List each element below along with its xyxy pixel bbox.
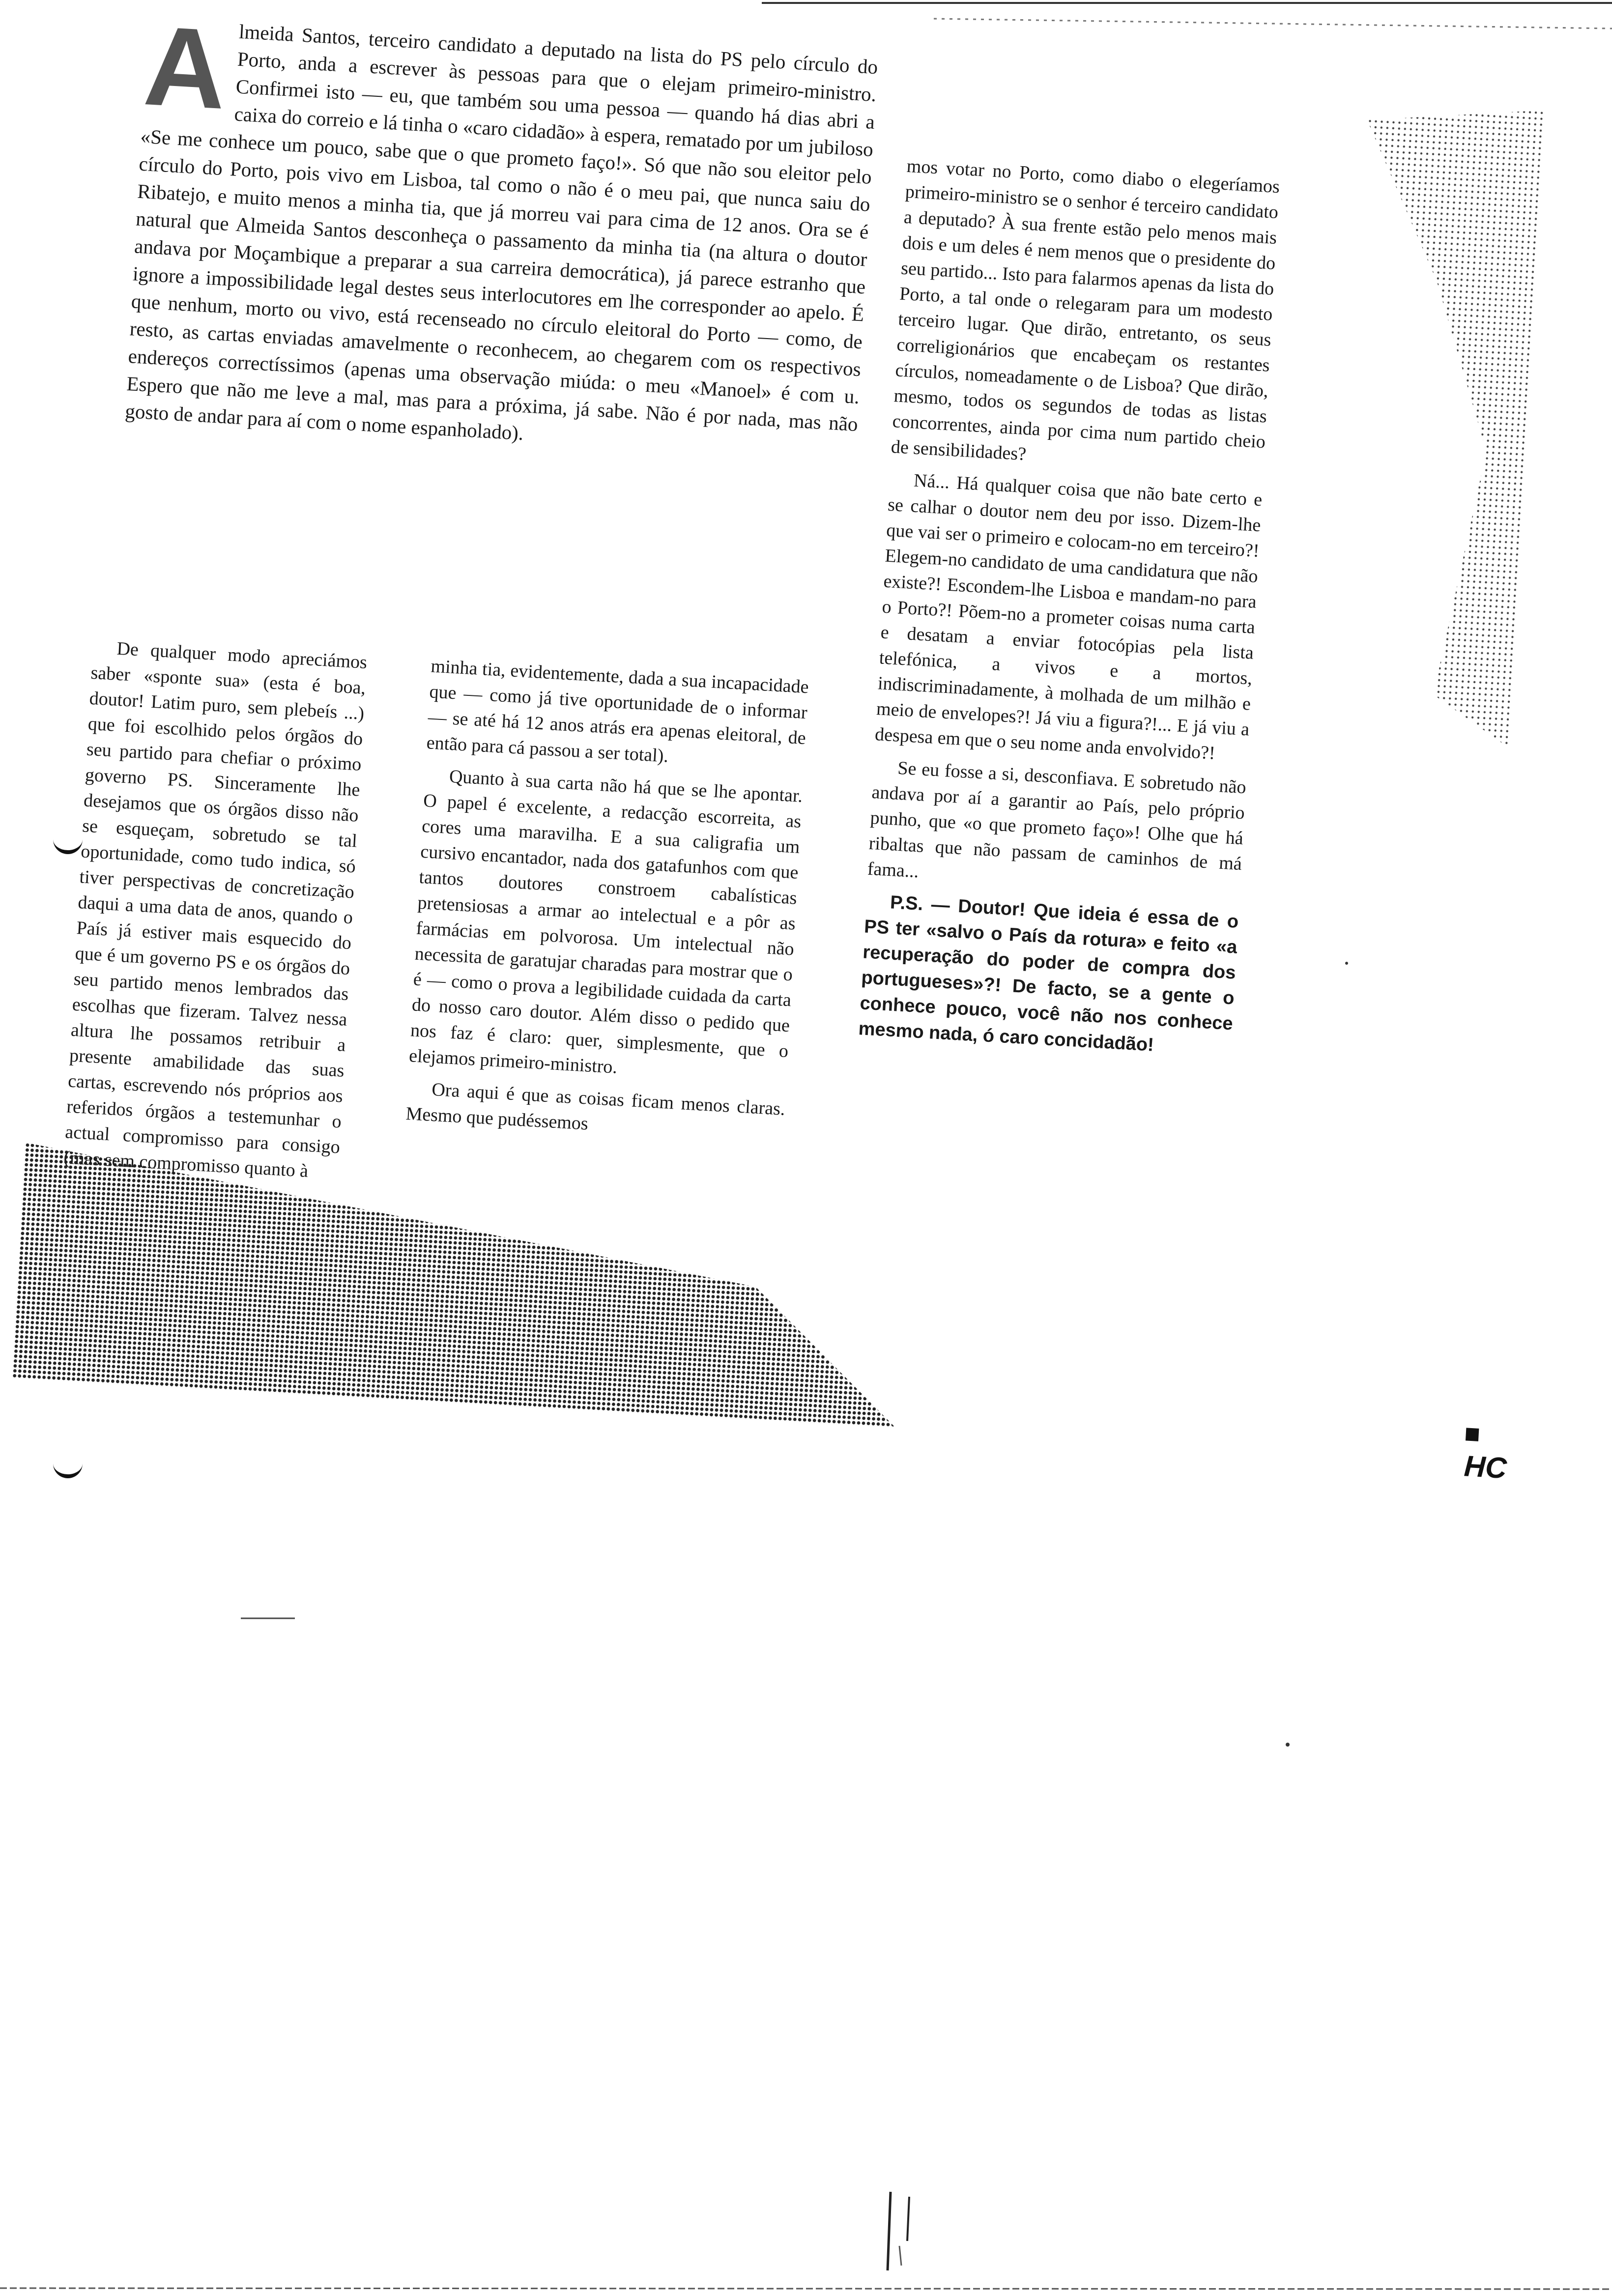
paragraph: Se eu fosse a si, desconfiava. E sobretudo não andava por aí a garantir ao País, pelo próprio punho, que «o que prometo faço»! Olhe que há ribaltas que não passam de caminhos de má fama... <box>866 757 1247 882</box>
paragraph: De qualquer modo apreciámos saber «sponte sua» (esta é boa, doutor! Latim puro, sem plebeís ...) que foi escolhido pelos órgãos do seu partido para chefiar o próximo governo PS. Sinceramente lhe desejamos que os órgãos disso não se esqueçam, sobretudo se tal oportunidade, como tudo indica, só tiver perspectivas de concretização daqui a uma data de anos, quando o País já estiver mais esquecido do que é um governo PS e os órgãos do seu partido menos lembrados das escolhas que fizeram. Talvez nessa altura lhe possamos retribuir a presente amabilidade das suas cartas, escrevendo nós próprios aos referidos órgãos a testemunhar o actual compromisso para consigo (mas sem compromisso quanto à <box>63 638 368 1182</box>
postscript: P.S. — Doutor! Que ideia é essa de o PS ter «salvo o País da rotura» e feito «a recuperação do poder de compra dos portugueses»?! De facto, se a gente o conhece pouco, você não nos conhece mesmo nada, ó caro concidadão! <box>858 892 1239 1056</box>
paragraph: minha tia, evidentemente, dada a sua incapacidade que — como já tive oportunidade de o informar — se até há 12 anos atrás era apenas eleitoral, de então para cá passou a ser total). <box>426 656 809 767</box>
dropcap-letter: A <box>141 2 230 133</box>
paragraph: Ora aqui é que as coisas ficam menos claras. Mesmo que pudéssemos <box>405 1079 786 1134</box>
logo-text: HC <box>1463 1449 1508 1485</box>
paragraph: Ná... Há qualquer coisa que não bate certo e se calhar o doutor nem deu por isso. Dizem-lhe que vai ser o primeiro e colocam-no em terceiro?! Elegem-no candidato de uma candidatura que não existe?! Escondem-lhe Lisboa e mandam-no para o Porto?! Põem-no a prometer coisas numa carta e desatam a enviar fotocópias pela lista telefónica, a vivos e a mortos, indiscriminadamente, à molhada de um milhão e meio de envelopes?! Já viu a figura?!... E já viu a despesa em que o seu nome anda envolvido?! <box>874 470 1263 764</box>
paragraph: mos votar no Porto, como diabo o elegeríamos primeiro-ministro se o senhor é terceiro candidato a deputado? À sua frente estão pelo menos mais dois e um deles é nem menos que o presidente do seu partido... Isto para falarmos apenas da lista do Porto, a tal onde o relegaram para um modesto terceiro lugar. Que dirão, entretanto, os seus correligionários que encabeçam os restantes círculos, nomeadamente o de Lisboa? Que dirão, mesmo, todos os segundos de todas as listas concorrentes, ainda por cima num partido cheio de sensibilidades? <box>890 155 1280 465</box>
paragraph: Quanto à sua carta não há que se lhe apontar. O papel é excelente, a redacção escorreita, as cores uma maravilha. E a sua caligrafia um cursivo encantador, nada dos gatafunhos com que tantos doutores constroem cabalísticas pretensiosas a armar ao intelectual e a pôr as farmácias em polvorosa. Um intelectual não necessita de garatujar charadas para mostrar que o é — como o prova a legibilidade cuidada da carta do nosso caro doutor. Além disso o pedido que nos faz é claro: quer, simplesmente, que o elejamos primeiro-ministro. <box>408 766 804 1078</box>
paragraph: lmeida Santos, terceiro candidato a deputado na lista do PS pelo círculo do Porto, anda a escrever às pessoas para que o elejam primeiro-ministro. Confirmei isto — eu, que também sou uma pessoa — quando há dias abri a caixa do correio e lá tinha o «caro cidadão» à espera, rematado por um jubiloso «Se me conhece um pouco, sabe que o que prometo faço!». Só que não sou eleitor pelo círculo do Porto, pois vivo em Lisboa, tal como o não é o meu pai, que nunca saiu do Ribatejo, e muito menos a minha tia, que já morreu vai para cima de 12 anos. Ora se é natural que Almeida Santos desconheça o passamento da minha tia (na altura o doutor andava por Moçambique a preparar a sua carreira democrática), já parece estranho que ignore a impossibilidade legal destes seus interlocutores em lhe corresponder ao apelo. É que nenhum, morto ou vivo, está recenseado no círculo eleitoral do Porto — como, de resto, as cartas enviadas amavelmente o reconhecem, ao chegarem com os respectivos endereços correctíssimos (apenas uma observação miúda: o meu «Manoel» é com u. Espero que não me leve a mal, mas para a próxima, já sabe. Não é por nada, mas não gosto de andar para aí com o nome espanholado). <box>124 20 879 445</box>
